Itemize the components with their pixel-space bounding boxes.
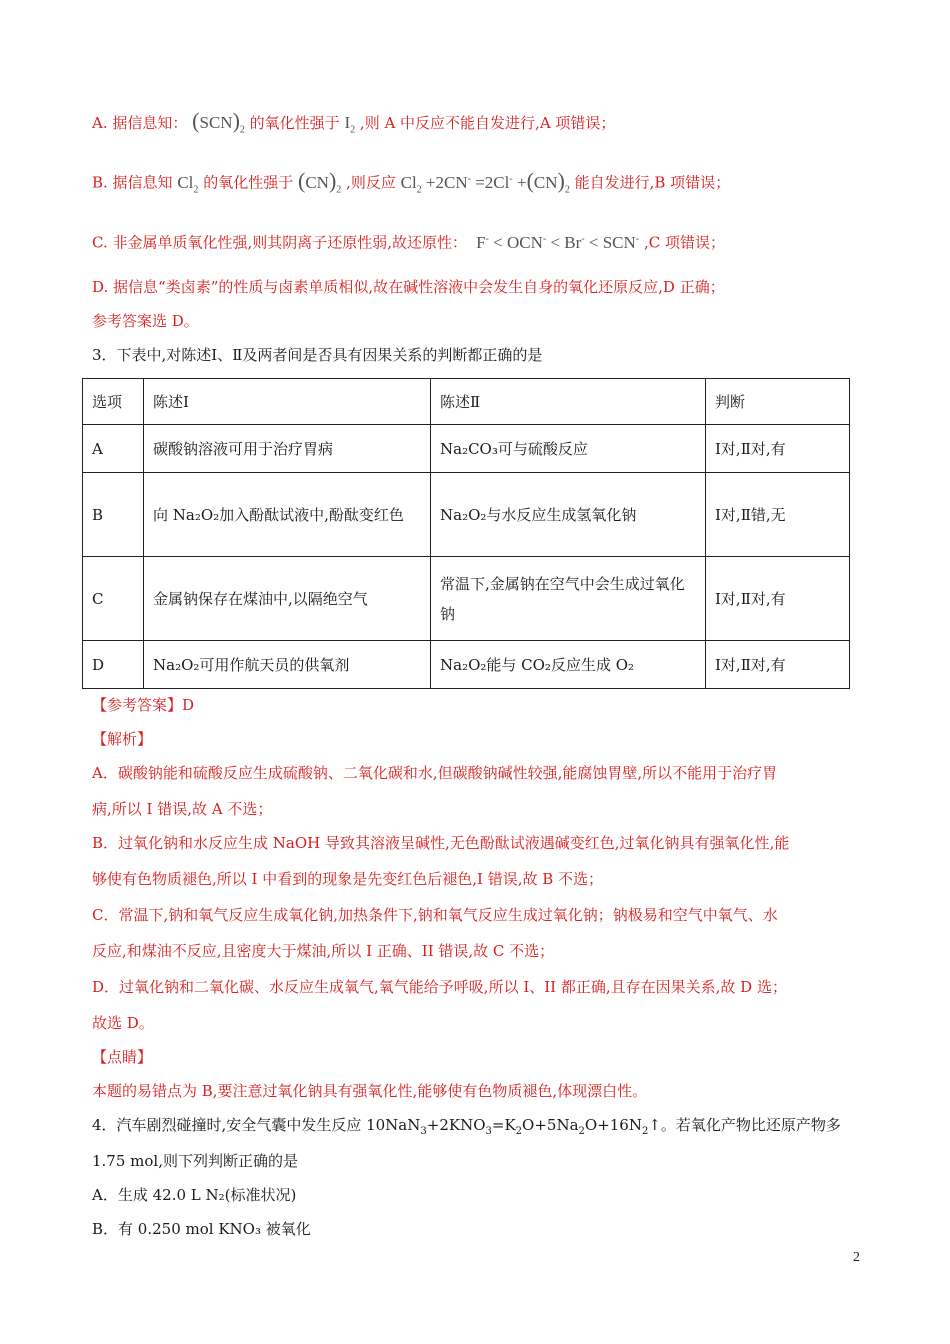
explain-b-suffix: 能自发进行,B 项错误； xyxy=(574,173,731,192)
answer-label: 【参考答案】D xyxy=(92,696,195,714)
explain-a-line xyxy=(92,110,860,141)
row-statement-2: 常温下,金属钠在空气中会生成过氧化钠 xyxy=(431,557,706,641)
analysis-c2: 反应,和煤油不反应,且密度大于煤油,所以 I 正确、II 错误,故 C 不选； xyxy=(92,942,555,960)
explain-b-mid2: ,则反应 xyxy=(346,173,396,192)
explain-d-line: D. 据信息“类卤素”的性质与卤素单质相似,故在碱性溶液中会发生自身的氧化还原反应,D 正确； xyxy=(92,278,725,296)
formula-reaction-b: $Cl_2 +2CN^- =2Cl^- +(CN)_2$ xyxy=(400,167,570,196)
row-statement-1: 向 Na₂O₂加入酚酞试液中,酚酞变红色 xyxy=(144,473,431,557)
explain-conclusion: 参考答案选 D。 xyxy=(92,312,199,330)
row-option: D xyxy=(83,641,144,689)
page-number: 2 xyxy=(853,1250,860,1265)
header-statement-1: 陈述Ⅰ xyxy=(144,379,431,425)
analysis-d2: 故选 D。 xyxy=(92,1014,154,1032)
explain-b-line xyxy=(92,168,860,201)
analysis-label: 【解析】 xyxy=(92,730,153,748)
analysis-d1: D．过氧化钠和二氧化碳、水反应生成氧气,氧气能给予呼吸,所以 I、II 都正确,且存在因果关系,故 D 选； xyxy=(92,978,787,996)
tip-label: 【点睛】 xyxy=(92,1048,153,1066)
analysis-b1: B．过氧化钠和水反应生成 NaOH 导致其溶液呈碱性,无色酚酞试液遇碱变红色,过氧化钠具有强氧化性,能 xyxy=(92,834,790,852)
analysis-a1: A．碳酸钠能和硫酸反应生成硫酸钠、二氧化碳和水,但碳酸钠碱性较强,能腐蚀胃壁,所以不能用于治疗胃 xyxy=(92,764,778,782)
explain-a-prefix: A. 据信息知： xyxy=(92,114,188,132)
formula-i2: $I_2$ xyxy=(344,113,356,136)
analysis-c1: C．常温下,钠和氧气反应生成氧化钠,加热条件下,钠和氧气反应生成过氧化钠；钠极易和空气中氧气、水 xyxy=(92,906,778,924)
explain-a-suffix: ,则 A 中反应不能自发进行,A 项错误； xyxy=(359,114,616,132)
row-statement-1: Na₂O₂可用作航天员的供氧剂 xyxy=(144,641,431,689)
row-statement-1: 金属钠保存在煤油中,以隔绝空气 xyxy=(144,557,431,641)
formula-scn2: $(SCN)_2$ xyxy=(192,108,245,136)
header-judgement: 判断 xyxy=(706,379,850,425)
formula-reduction-order: F- < OCN- < Br- < SCN- xyxy=(471,232,640,252)
q4-stem-line1: 4．汽车剧烈碰撞时,安全气囊中发生反应 $10NaN_3+2KNO_3=K_2O+5Na_2O+16N_2↑$。若氧化产物比还原产物多 xyxy=(92,1116,841,1137)
explain-a-mid: 的氧化性强于 xyxy=(249,114,340,132)
analysis-b2: 够使有色物质褪色,所以 I 中看到的现象是先变红色后褪色,I 错误,故 B 不选； xyxy=(92,870,604,888)
explain-b-prefix: B. 据信息知 xyxy=(92,173,173,192)
q4-option-b: B．有 0.250 mol KNO₃ 被氧化 xyxy=(92,1220,311,1238)
row-judgement: Ⅰ对,Ⅱ对,有 xyxy=(706,557,850,641)
row-statement-2: Na₂O₂与水反应生成氢氧化钠 xyxy=(431,473,706,557)
q4-stem-line2: 1.75 mol,则下列判断正确的是 xyxy=(92,1152,298,1170)
table-row xyxy=(83,473,850,557)
row-judgement: Ⅰ对,Ⅱ对,有 xyxy=(706,641,850,689)
header-statement-2: 陈述Ⅱ xyxy=(431,379,706,425)
q3-stem: 3．下表中,对陈述Ⅰ、Ⅱ及两者间是否具有因果关系的判断都正确的是 xyxy=(92,346,543,364)
q3-table xyxy=(82,378,850,689)
formula-cl2: $Cl_2$ xyxy=(177,172,199,196)
formula-cn2: $(CN)_2$ xyxy=(297,167,342,196)
explain-c-line xyxy=(92,228,860,254)
row-judgement: Ⅰ对,Ⅱ对,有 xyxy=(706,425,850,473)
tip-text: 本题的易错点为 B,要注意过氧化钠具有强氧化性,能够使有色物质褪色,体现漂白性。 xyxy=(92,1082,648,1100)
row-option: B xyxy=(83,473,144,557)
analysis-a2: 病,所以 I 错误,故 A 不选； xyxy=(92,800,273,818)
q4-option-a: A．生成 42.0 L N₂(标准状况) xyxy=(92,1186,297,1204)
explain-c-suffix: ,C 项错误； xyxy=(643,233,725,252)
q4-stem-post: 。若氧化产物比还原产物多 xyxy=(660,1116,841,1134)
row-statement-2: Na₂CO₃可与硫酸反应 xyxy=(431,425,706,473)
explain-b-mid: 的氧化性强于 xyxy=(203,173,294,192)
table-row xyxy=(83,425,850,473)
explain-c-prefix: C. 非金属单质氧化性强,则其阴离子还原性弱,故还原性： xyxy=(92,233,468,252)
row-judgement: Ⅰ对,Ⅱ错,无 xyxy=(706,473,850,557)
row-option: A xyxy=(83,425,144,473)
row-statement-2: Na₂O₂能与 CO₂反应生成 O₂ xyxy=(431,641,706,689)
row-option: C xyxy=(83,557,144,641)
row-statement-1: 碳酸钠溶液可用于治疗胃病 xyxy=(144,425,431,473)
header-option: 选项 xyxy=(83,379,144,425)
table-header-row xyxy=(83,379,850,425)
q4-stem-pre: 4．汽车剧烈碰撞时,安全气囊中发生反应 10NaN xyxy=(92,1116,421,1134)
table-row xyxy=(83,557,850,641)
table-row xyxy=(83,641,850,689)
